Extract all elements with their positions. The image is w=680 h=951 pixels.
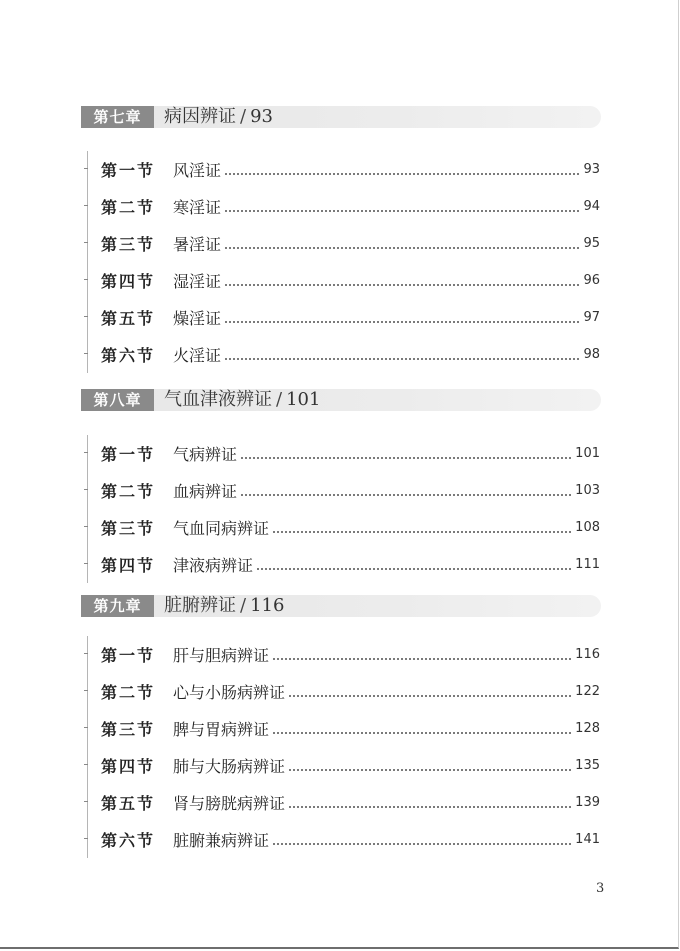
section-number: 第六节 [101, 346, 156, 365]
section-page: 141 [575, 832, 600, 847]
section-title: 血病辨证 [173, 482, 238, 501]
tick-mark [84, 168, 88, 169]
section-number: 第四节 [101, 556, 156, 575]
section-page: 95 [583, 236, 600, 251]
section-page: 139 [575, 795, 600, 810]
section-title: 气血同病辨证 [173, 519, 270, 538]
chapter-9 [81, 595, 601, 858]
dot-leader [224, 209, 580, 213]
chapter-number: 第八章 [81, 389, 154, 411]
dot-leader [288, 694, 572, 698]
section-number: 第四节 [101, 272, 156, 291]
toc-entry[interactable] [88, 747, 601, 784]
section-title: 肝与胆病辨证 [173, 646, 270, 665]
section-number: 第三节 [101, 720, 156, 739]
tick-mark [84, 653, 88, 654]
section-title: 气病辨证 [173, 445, 238, 464]
section-number: 第三节 [101, 235, 156, 254]
dot-leader [224, 246, 580, 250]
section-number: 第三节 [101, 519, 156, 538]
tick-mark [84, 489, 88, 490]
toc-entry[interactable] [88, 225, 601, 262]
chapter-number: 第九章 [81, 595, 154, 617]
section-title: 肺与大肠病辨证 [173, 757, 286, 776]
toc-entry[interactable] [88, 336, 601, 373]
tick-mark [84, 242, 88, 243]
section-title: 燥淫证 [173, 309, 222, 328]
toc-entry[interactable] [88, 509, 601, 546]
section-page: 96 [583, 273, 600, 288]
toc-entry[interactable] [88, 784, 601, 821]
dot-leader [288, 768, 572, 772]
section-list [87, 151, 601, 373]
dot-leader [272, 731, 572, 735]
toc-entry[interactable] [88, 710, 601, 747]
tick-mark [84, 316, 88, 317]
toc-entry[interactable] [88, 299, 601, 336]
dot-leader [240, 493, 572, 497]
section-page: 94 [583, 199, 600, 214]
section-title: 暑淫证 [173, 235, 222, 254]
section-number: 第一节 [101, 161, 156, 180]
section-title: 津液病辨证 [173, 556, 254, 575]
section-page: 97 [583, 310, 600, 325]
chapter-heading[interactable] [81, 389, 601, 411]
section-page: 98 [583, 347, 600, 362]
chapter-title-line [164, 105, 273, 129]
toc-entry[interactable] [88, 821, 601, 858]
title-separator: / [240, 595, 247, 616]
section-page: 108 [575, 520, 600, 535]
section-list [87, 636, 601, 858]
section-title: 心与小肠病辨证 [173, 683, 286, 702]
dot-leader [224, 320, 580, 324]
chapter-title-line [164, 388, 320, 412]
tick-mark [84, 563, 88, 564]
chapter-title: 气血津液辨证 [164, 389, 272, 410]
section-number: 第一节 [101, 445, 156, 464]
toc-entry[interactable] [88, 472, 601, 509]
section-page: 116 [575, 647, 600, 662]
toc-entry[interactable] [88, 435, 601, 472]
dot-leader [272, 530, 572, 534]
dot-leader [224, 172, 580, 176]
section-title: 寒淫证 [173, 198, 222, 217]
toc-entry[interactable] [88, 673, 601, 710]
title-separator: / [276, 389, 283, 410]
tick-mark [84, 452, 88, 453]
section-number: 第五节 [101, 309, 156, 328]
section-page: 128 [575, 721, 600, 736]
tick-mark [84, 279, 88, 280]
section-number: 第六节 [101, 831, 156, 850]
dot-leader [224, 283, 580, 287]
page-number: 3 [596, 881, 605, 896]
section-list [87, 435, 601, 583]
toc-entry[interactable] [88, 546, 601, 583]
tick-mark [84, 727, 88, 728]
section-page: 135 [575, 758, 600, 773]
tick-mark [84, 205, 88, 206]
dot-leader [240, 456, 572, 460]
tick-mark [84, 353, 88, 354]
dot-leader [272, 657, 572, 661]
section-number: 第二节 [101, 198, 156, 217]
chapter-number: 第七章 [81, 106, 154, 128]
dot-leader [256, 567, 572, 571]
chapter-title: 脏腑辨证 [164, 595, 236, 616]
section-title: 脏腑兼病辨证 [173, 831, 270, 850]
section-number: 第五节 [101, 794, 156, 813]
section-page: 93 [583, 162, 600, 177]
section-title: 肾与膀胱病辨证 [173, 794, 286, 813]
section-page: 103 [575, 483, 600, 498]
section-page: 122 [575, 684, 600, 699]
dot-leader [224, 357, 580, 361]
section-number: 第二节 [101, 482, 156, 501]
section-title: 风淫证 [173, 161, 222, 180]
chapter-title-line [164, 594, 284, 618]
chapter-8 [81, 389, 601, 583]
section-number: 第四节 [101, 757, 156, 776]
toc-entry[interactable] [88, 636, 601, 673]
title-separator: / [240, 106, 247, 127]
chapter-title: 病因辨证 [164, 106, 236, 127]
chapter-heading[interactable] [81, 595, 601, 617]
toc-entry[interactable] [88, 188, 601, 225]
section-title: 火淫证 [173, 346, 222, 365]
section-page: 101 [575, 446, 600, 461]
dot-leader [288, 805, 572, 809]
tick-mark [84, 526, 88, 527]
section-number: 第一节 [101, 646, 156, 665]
chapter-page: 116 [250, 595, 285, 616]
chapter-page: 93 [250, 106, 273, 127]
section-title: 脾与胃病辨证 [173, 720, 270, 739]
tick-mark [84, 690, 88, 691]
section-title: 湿淫证 [173, 272, 222, 291]
chapter-heading[interactable] [81, 106, 601, 128]
toc-entry[interactable] [88, 262, 601, 299]
section-page: 111 [575, 557, 600, 572]
tick-mark [84, 764, 88, 765]
chapter-7 [81, 106, 601, 373]
chapter-page: 101 [286, 389, 321, 410]
section-number: 第二节 [101, 683, 156, 702]
dot-leader [272, 842, 572, 846]
toc-entry[interactable] [88, 151, 601, 188]
tick-mark [84, 801, 88, 802]
tick-mark [84, 838, 88, 839]
